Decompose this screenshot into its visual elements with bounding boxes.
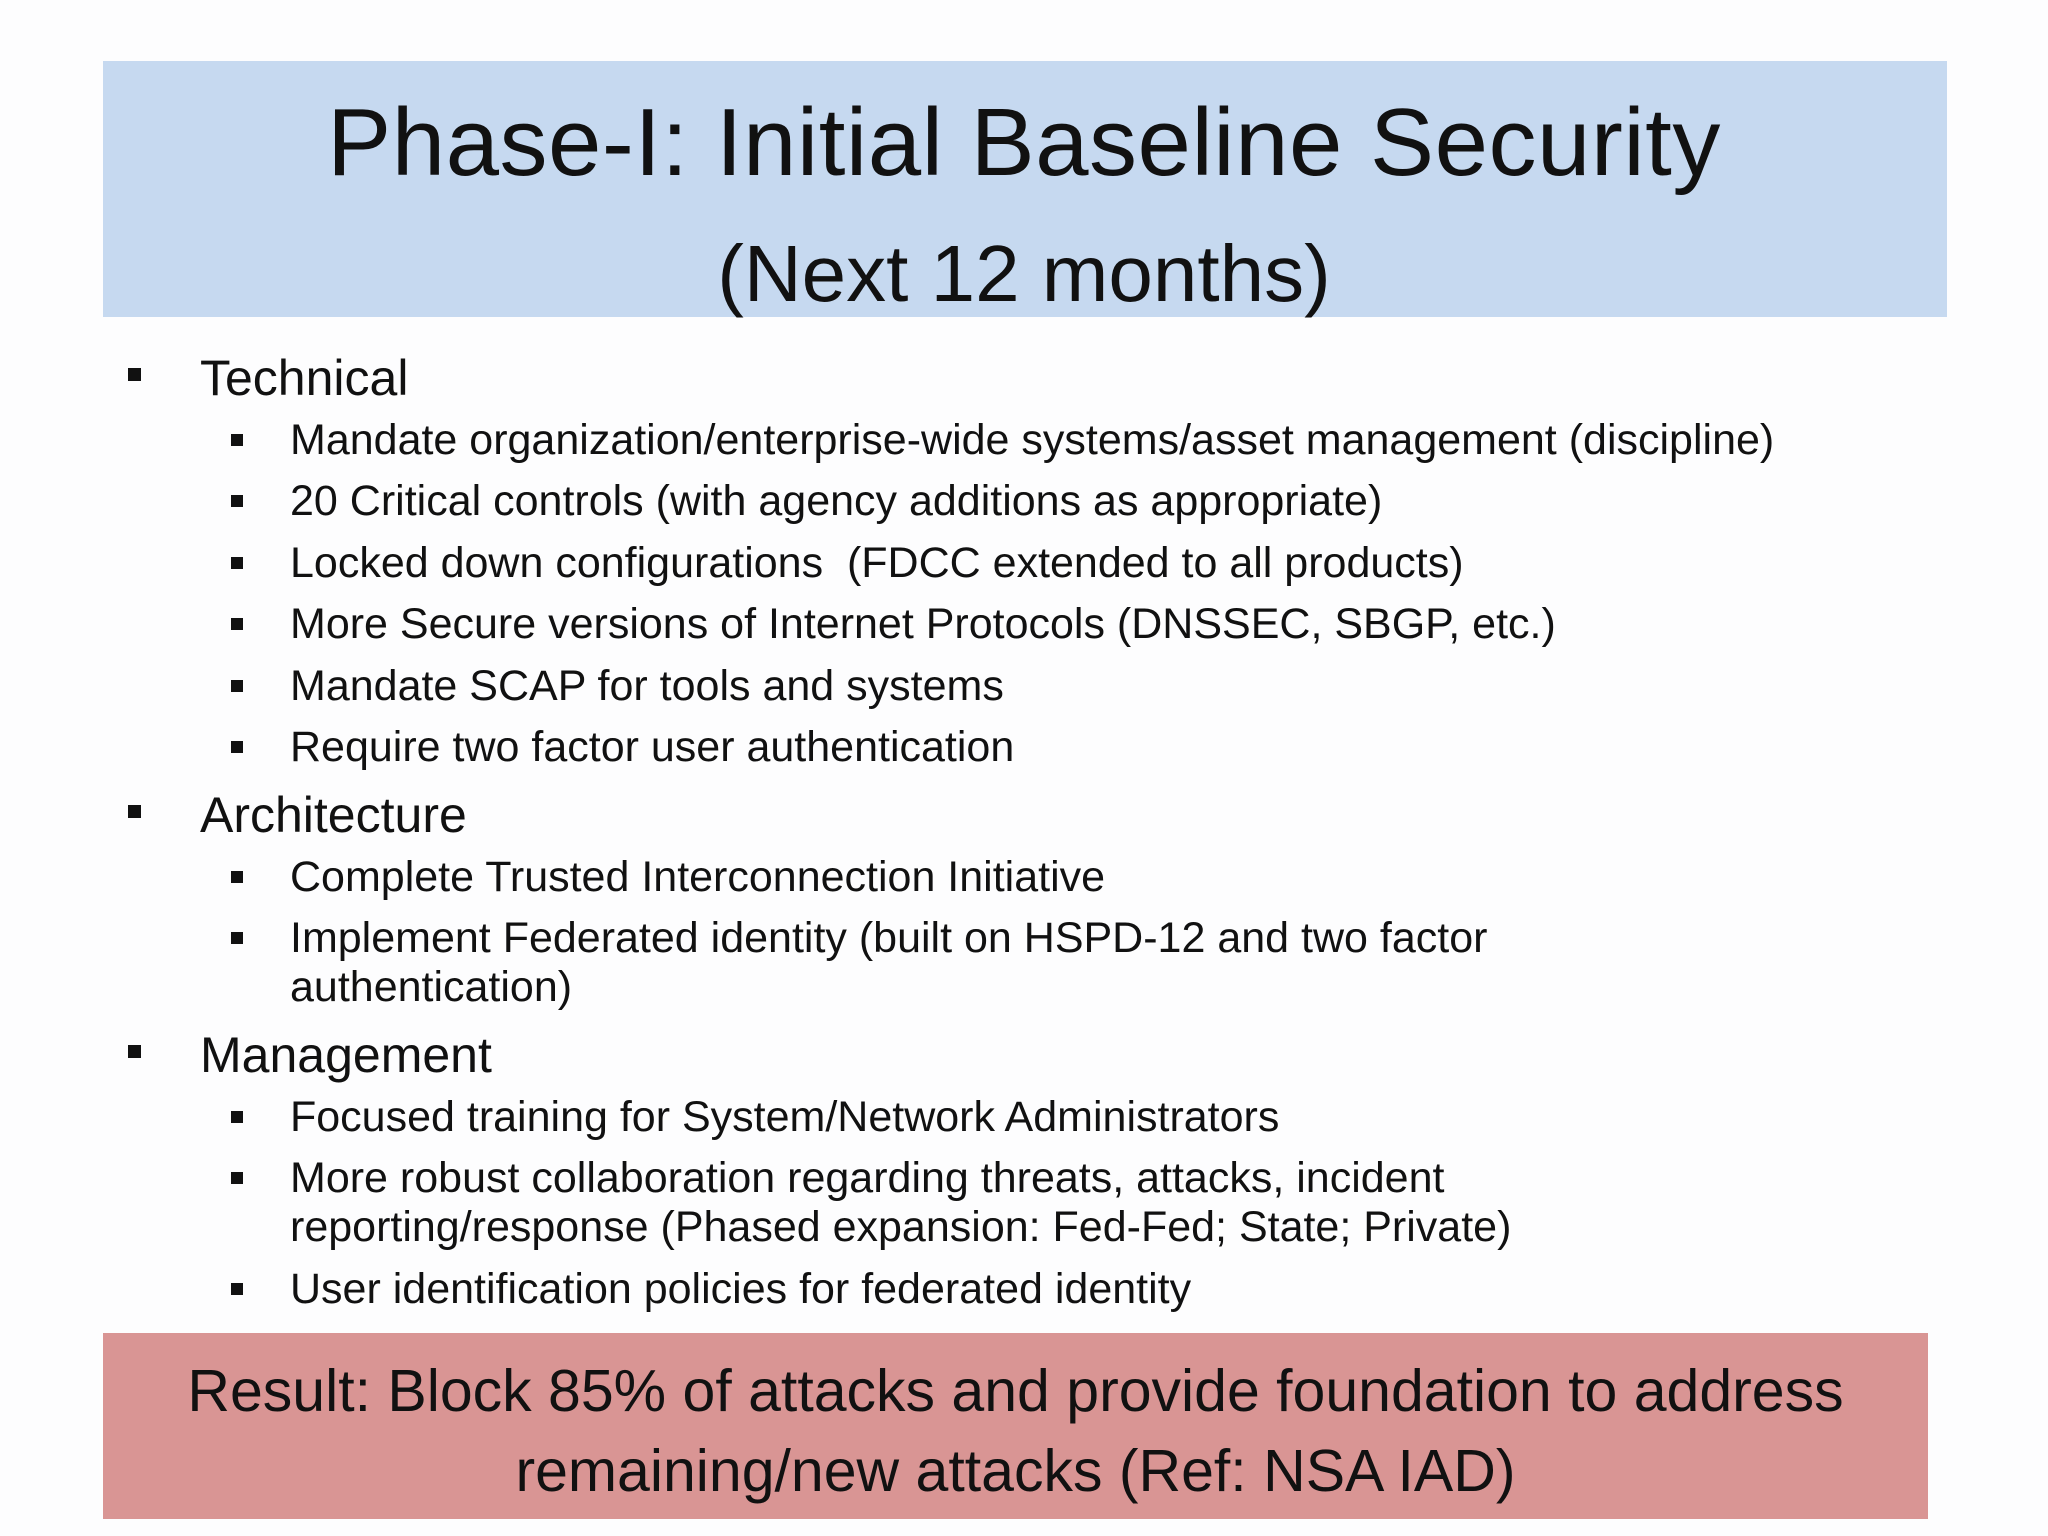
slide-title: Phase-I: Initial Baseline Security	[327, 89, 1721, 196]
list-item-text: 20 Critical controls (with agency additions as appropriate)	[290, 477, 1383, 525]
bullet-square-icon	[231, 680, 243, 692]
list-item-text: User identification policies for federated identity	[290, 1265, 1192, 1313]
slide-subtitle: (Next 12 months)	[717, 229, 1331, 318]
bullet-square-icon	[231, 557, 243, 569]
list-item-text: Complete Trusted Interconnection Initiative	[290, 853, 1106, 901]
list-item-text: Implement Federated identity (built on HSPD-12 and two factor authentication)	[290, 914, 1488, 1011]
bullet-square-icon	[128, 1045, 141, 1058]
section-label: Management	[200, 1027, 492, 1083]
list-item-text: Focused training for System/Network Administrators	[290, 1093, 1280, 1141]
result-text: Result: Block 85% of attacks and provide foundation to address remaining/new attacks (Ref: NSA IAD)	[187, 1358, 1844, 1504]
list-item-text: Require two factor user authentication	[290, 723, 1015, 771]
section-label: Architecture	[200, 787, 467, 843]
list-item-text: More Secure versions of Internet Protocols (DNSSEC, SBGP, etc.)	[290, 600, 1556, 648]
list-item-text: Mandate organization/enterprise-wide systems/asset management (discipline)	[290, 416, 1775, 464]
bullet-square-icon	[231, 871, 243, 883]
bullet-square-icon	[231, 741, 243, 753]
bullet-square-icon	[231, 495, 243, 507]
list-item-text: Mandate SCAP for tools and systems	[290, 662, 1004, 710]
section-label: Technical	[200, 350, 409, 406]
bullet-square-icon	[128, 368, 141, 381]
bullet-square-icon	[231, 1283, 243, 1295]
list-item-text: Locked down configurations (FDCC extended to all products)	[290, 539, 1464, 587]
bullet-square-icon	[128, 805, 141, 818]
bullet-square-icon	[231, 1111, 243, 1123]
result-banner	[103, 1333, 1928, 1519]
bullet-square-icon	[231, 932, 243, 944]
bullet-square-icon	[231, 618, 243, 630]
list-item-text: More robust collaboration regarding threats, attacks, incident reporting/response (Phased expansion: Fed-Fed; State; Private)	[290, 1154, 1512, 1251]
bullet-square-icon	[231, 1172, 243, 1184]
bullet-square-icon	[231, 434, 243, 446]
